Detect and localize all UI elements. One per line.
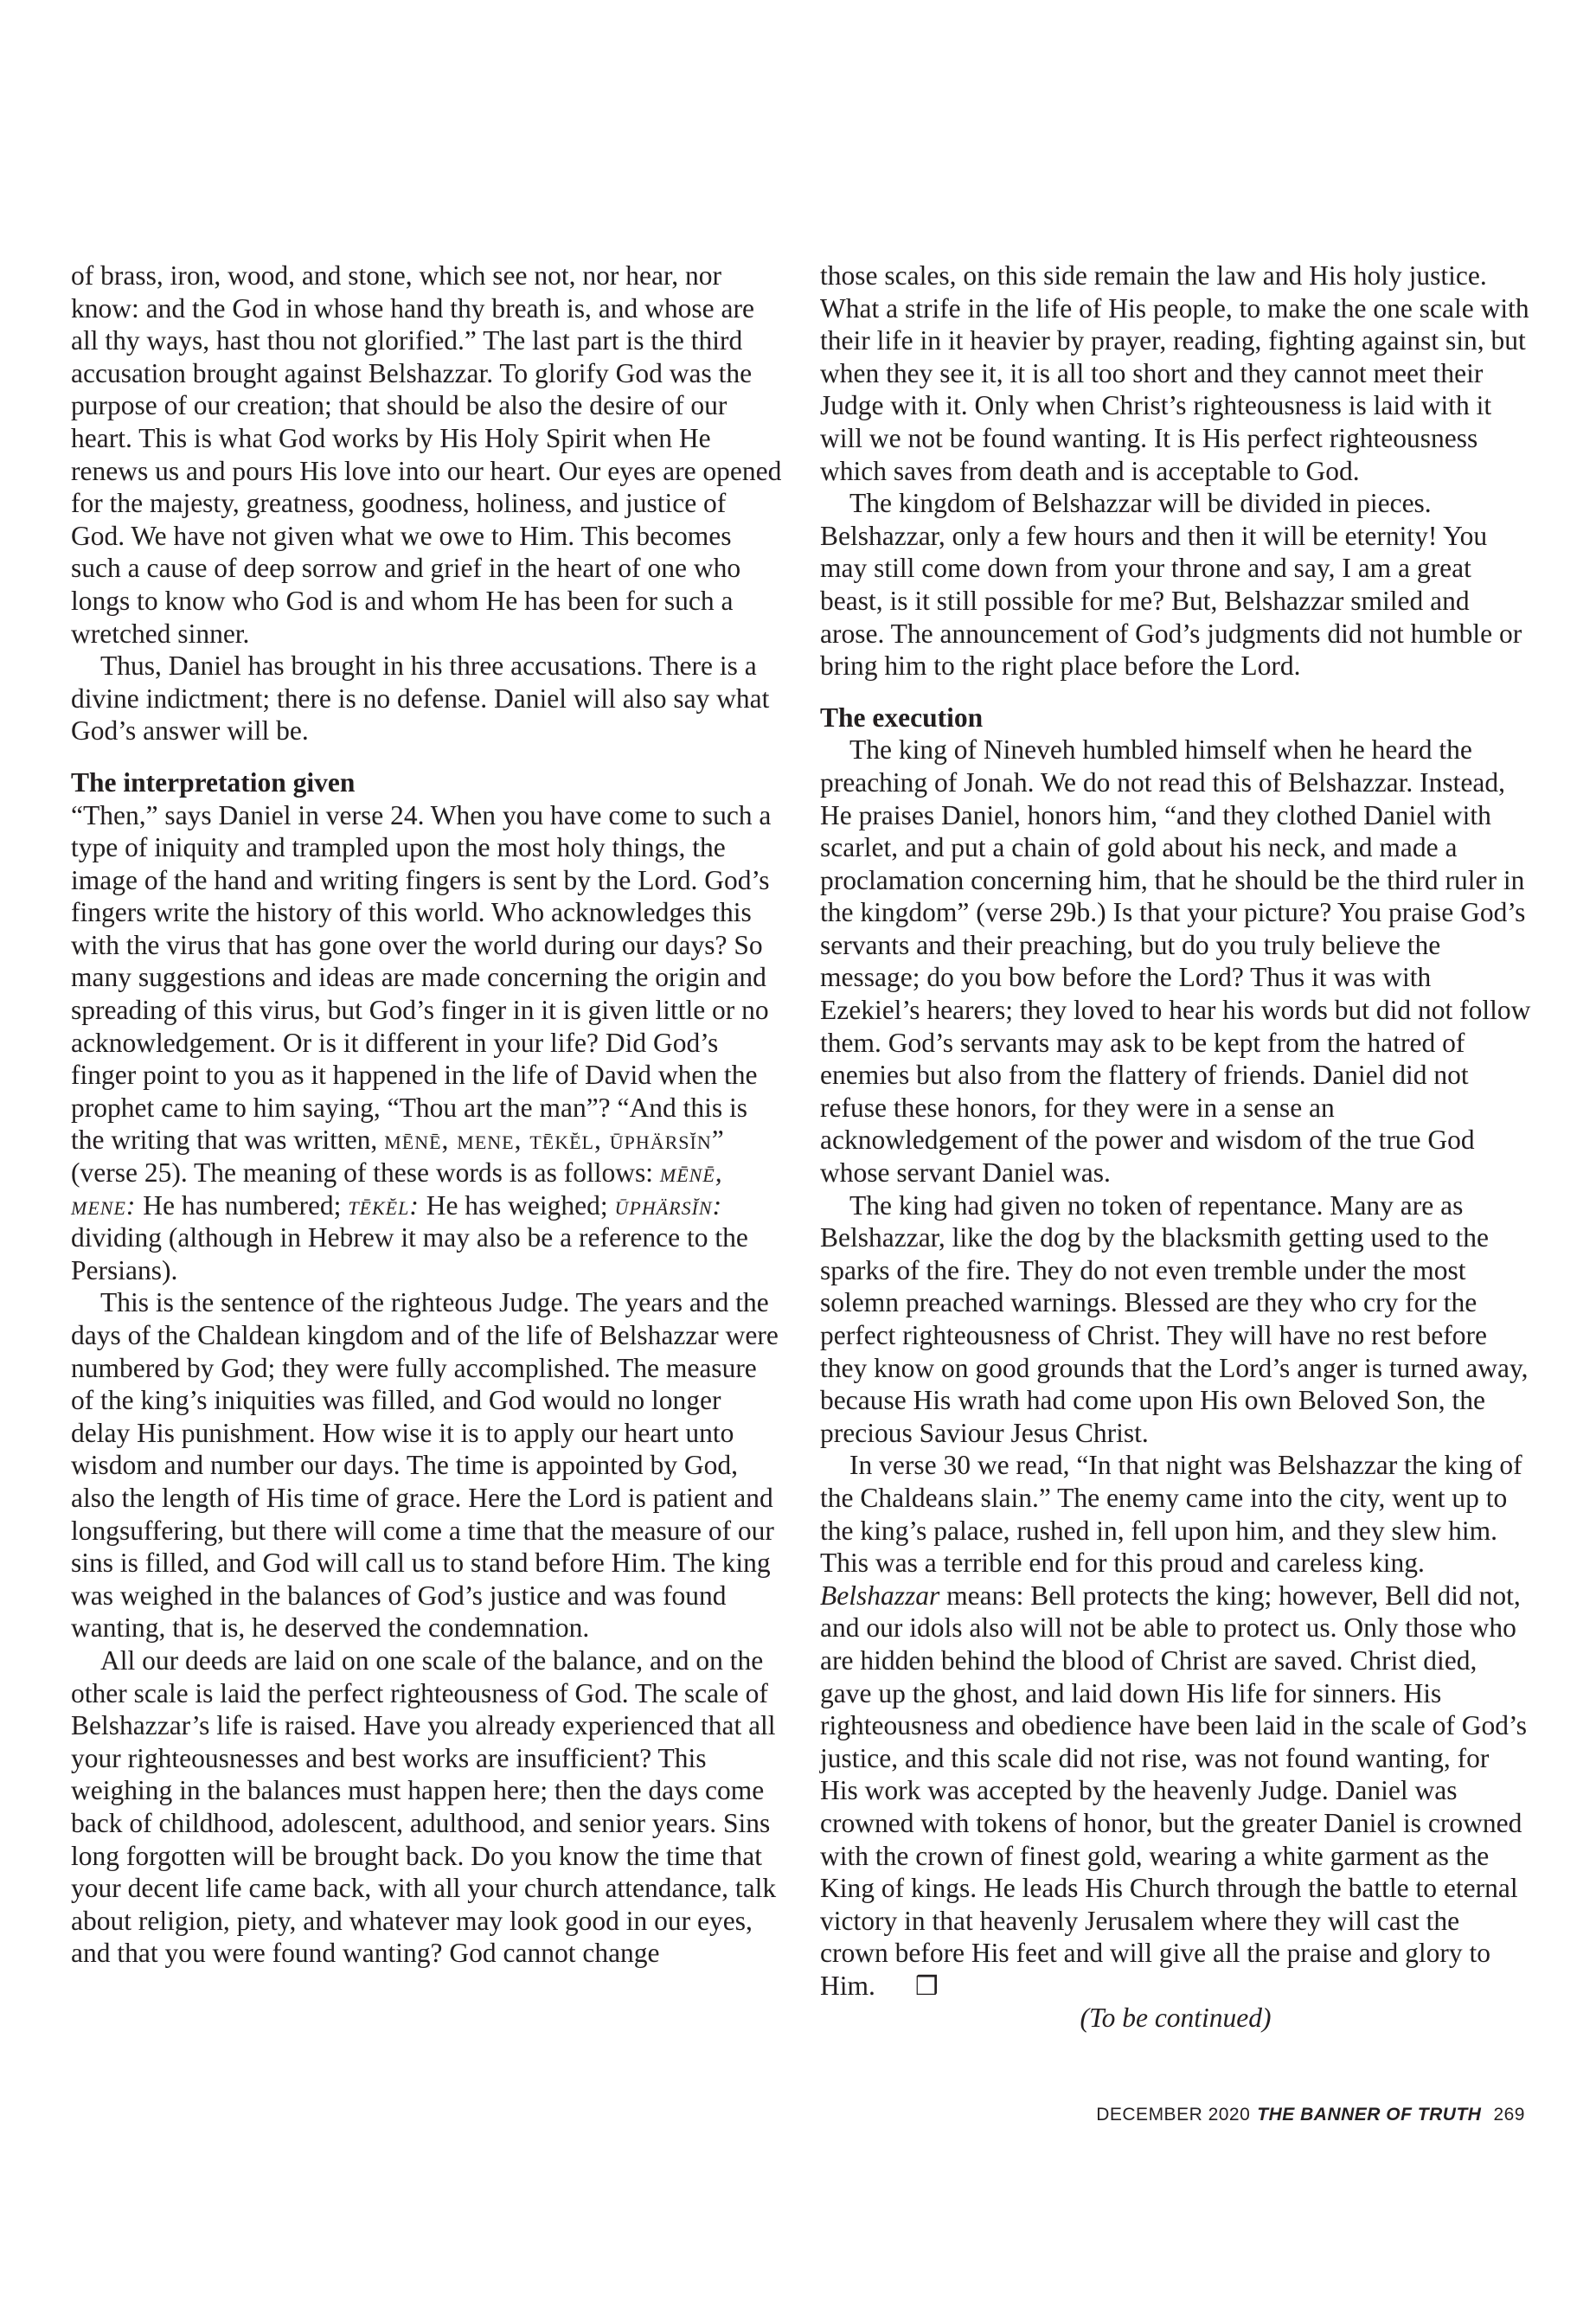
- paragraph: All our deeds are laid on one scale of the balance, and on the other scale is laid the perfect righteousness of God. The scale of Belshazzar’s life is raised. Have you already experienced that all your righteousnesses and best works are insufficient? This weighing in the balances must happen here; then the days come back of childhood, adolescent, adulthood, and senior years. Sins long forgotten will be brought back. Do you know the time that your decent life came back, with all your church attendance, talk about religion, piety, and whatever may look good in our eyes, and that you were found wanting? God cannot change: [71, 1644, 777, 1969]
- text-run: He has numbered;: [136, 1189, 349, 1221]
- section-heading: The interpretation given: [71, 766, 356, 798]
- footer-magazine-title: THE BANNER OF TRUTH: [1257, 2105, 1482, 2125]
- paragraph: [820, 1449, 1531, 2002]
- paragraph: [71, 799, 782, 1287]
- hebrew-term: ūphärsĭn:: [614, 1189, 723, 1221]
- section-heading: The execution: [820, 702, 984, 733]
- paragraph: those scales, on this side remain the law and His holy justice. What a strife in the life of His people, to make the one scale with their life in it heavier by prayer, reading, fighting against sin, but when they see it, it is all too short and they cannot meet their Judge with it. Only when Christ’s righteousness is laid with it will we not be found wanting. It is His perfect righteousness which saves from death and is acceptable to God.: [820, 260, 1529, 486]
- to-be-continued: (To be continued): [1080, 2003, 1272, 2034]
- page-number: 269: [1493, 2105, 1525, 2125]
- paragraph: This is the sentence of the righteous Judge. The years and the days of the Chaldean kingdom and of the life of Belshazzar were numbered by God; they were fully accomplished. The measure of the king’s iniquities was filled, and God would no longer delay His punishment. How wise it is to apply our heart unto wisdom and number our days. The time is appointed by God, also the length of His time of grace. Here the Lord is patient and longsuffering, but there will come a time that the measure of our sins is filled, and God will call us to stand before Him. The king was weighed in the balances of God’s justice and was found wanting, that is, he deserved the condemnation.: [71, 1287, 779, 1644]
- text-run: In verse 30 we read, “In that night was Belshazzar the king of the Chaldeans slain.” The enemy came into the city, went up to the king’s palace, rushed in, fell upon him, and they slew him. This was a terrible end for this proud and careless king.: [820, 1450, 1522, 1579]
- left-column: [71, 260, 782, 1970]
- text-run: dividing (although in Hebrew it may also be a reference to the Persians).: [71, 1222, 748, 1285]
- hebrew-term: tēkĕl:: [348, 1189, 420, 1221]
- text-run: means: Bell protects the king; however, Bell did not, and our idols also will not be able to protect us. Only those who are hidden behind the blood of Christ are saved. Christ died, gave up the ghost, and laid down His life for sinners. His righteousness and obedience have been laid in the scale of God’s justice, and this scale did not rise, was not found wanting, for His work was accepted by the heavenly Judge. Daniel was crowned with tokens of honor, but the greater Daniel is crowned with the crown of finest gold, wearing a white garment as the King of kings. He leads His Church through the battle to eternal victory in that heavenly Jerusalem where they will cast the crown before His feet and will give all the praise and glory to Him.: [820, 1580, 1527, 2001]
- page-footer: [1096, 2104, 1525, 2126]
- end-mark-icon: ❒: [914, 1971, 939, 2002]
- paragraph: The king had given no token of repentance. Many are as Belshazzar, like the dog by the blacksmith getting used to the sparks of the fire. They do not even tremble under the most solemn preached warnings. Blessed are they who cry for the perfect righteousness of Christ. They will have no rest before they know on good grounds that the Lord’s anger is turned away, because His wrath had come upon His own Beloved Son, the precious Saviour Jesus Christ.: [820, 1189, 1529, 1448]
- paragraph: The kingdom of Belshazzar will be divided in pieces. Belshazzar, only a few hours and then it will be eternity! You may still come down from your throne and say, I am a great beast, is it still possible for me? But, Belshazzar smiled and arose. The announcement of God’s judgments did not humble or bring him to the right place before the Lord.: [820, 488, 1522, 682]
- hebrew-words: mēnē, mene, tēkĕl, ūphärsĭn: [384, 1125, 712, 1156]
- paragraph: The king of Nineveh humbled himself when he heard the preaching of Jonah. We do not read this of Belshazzar. Instead, He praises Daniel, honors him, “and they clothed Daniel with scarlet, and put a chain of gold about his neck, and made a proclamation concerning him, that he should be the third ruler in the kingdom” (verse 29b.) Is that your picture? You praise God’s servants and their preaching, but do you truly believe the message; do you bow before the Lord? Thus it was with Ezekiel’s hearers; they loved to hear his words but did not follow them. God’s servants may ask to be kept from the hatred of enemies but also from the flattery of friends. Daniel did not refuse these honors, for they were in a sense an acknowledgement of the power and wisdom of the true God whose servant Daniel was.: [820, 734, 1531, 1189]
- name-italic: Belshazzar: [820, 1580, 940, 1611]
- text-run: ” (verse 25). The meaning of these words is as follows:: [71, 1125, 724, 1189]
- footer-date: DECEMBER 2020: [1096, 2105, 1251, 2125]
- paragraph: of brass, iron, wood, and stone, which see not, nor hear, nor know: and the God in whose hand thy breath is, and whose are all thy ways, hast thou not glorified.” The last part is the third accusation brought against Belshazzar. To glorify God was the purpose of our creation; that should be also the desire of our heart. This is what God works by His Holy Spirit when He renews us and pours His love into our heart. Our eyes are opened for the majesty, greatness, goodness, holiness, and justice of God. We have not given what we owe to Him. This becomes such a cause of deep sorrow and grief in the heart of one who longs to know who God is and whom He has been for such a wretched sinner.: [71, 260, 782, 649]
- text-run: “Then,” says Daniel in verse 24. When you have come to such a type of iniquity and trampled upon the most holy things, the image of the hand and writing fingers is sent by the Lord. God’s fingers write the history of this world. Who acknowledges this with the virus that has gone over the world during our days? So many suggestions and ideas are made concerning the origin and spreading of this virus, but God’s finger in it is given little or no acknowledgement. Or is it different in your life? Did God’s finger point to you as it happened in the life of David when the prophet came to him saying, “Thou art the man”? “And this is the writing that was written,: [71, 799, 772, 1156]
- paragraph: Thus, Daniel has brought in his three accusations. There is a divine indictment; there is no defense. Daniel will also say what God’s answer will be.: [71, 651, 770, 747]
- hebrew-term: mēnē, mene:: [71, 1157, 723, 1221]
- right-column: [820, 260, 1531, 2035]
- text-run: He has weighed;: [419, 1189, 615, 1221]
